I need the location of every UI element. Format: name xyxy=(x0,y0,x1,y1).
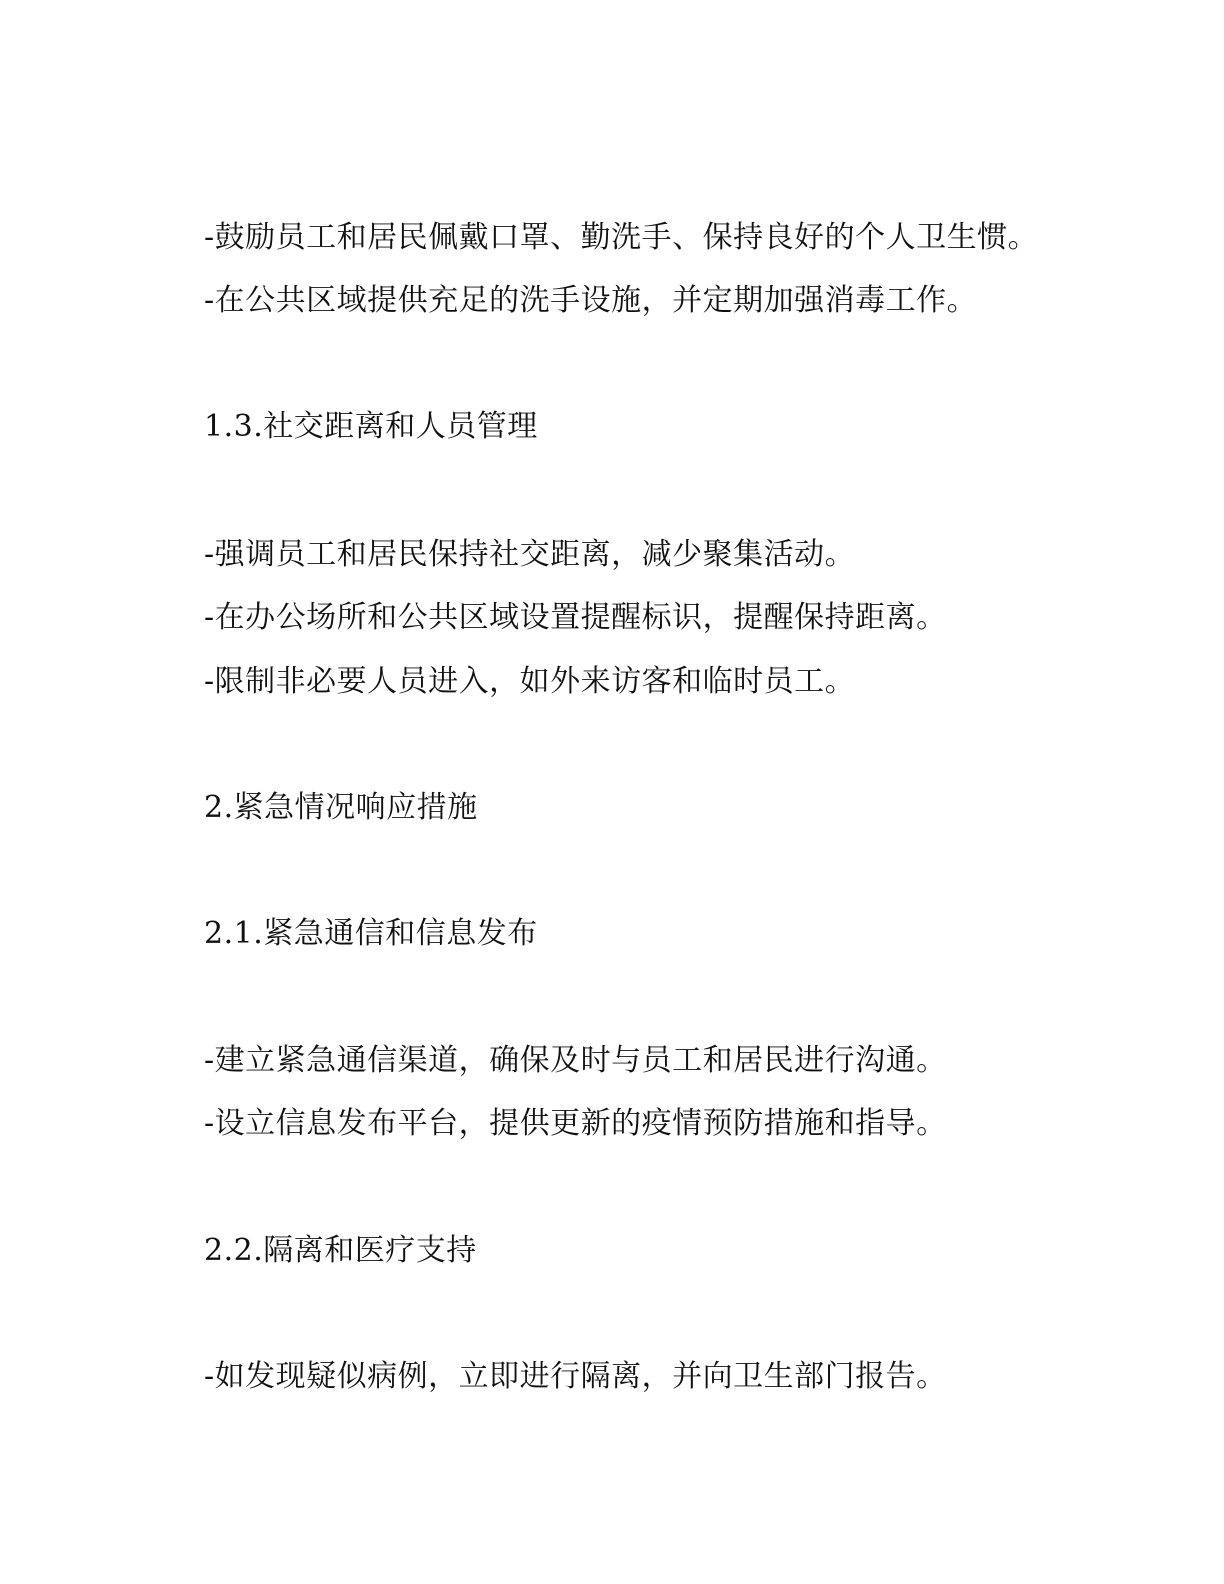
section-heading-2: 2.紧急情况响应措施 xyxy=(204,790,478,825)
bullet-info-platform: -设立信息发布平台，提供更新的疫情预防措施和指导。 xyxy=(204,1106,947,1141)
bullet-restrict-entry: -限制非必要人员进入，如外来访客和临时员工。 xyxy=(204,664,856,699)
bullet-isolation-report: -如发现疑似病例，立即进行隔离，并向卫生部门报告。 xyxy=(204,1359,947,1394)
bullet-social-distance: -强调员工和居民保持社交距离，减少聚集活动。 xyxy=(204,537,856,572)
bullet-reminder-signs: -在办公场所和公共区域设置提醒标识，提醒保持距离。 xyxy=(204,600,947,635)
section-heading-2-1: 2.1.紧急通信和信息发布 xyxy=(204,916,538,951)
section-heading-1-3: 1.3.社交距离和人员管理 xyxy=(204,409,538,444)
bullet-handwashing-facilities: -在公共区域提供充足的洗手设施，并定期加强消毒工作。 xyxy=(204,283,978,318)
section-heading-2-2: 2.2.隔离和医疗支持 xyxy=(204,1233,477,1268)
bullet-emergency-channel: -建立紧急通信渠道，确保及时与员工和居民进行沟通。 xyxy=(204,1043,947,1078)
bullet-hygiene-habits: -鼓励员工和居民佩戴口罩、勤洗手、保持良好的个人卫生惯。 xyxy=(204,220,1039,255)
